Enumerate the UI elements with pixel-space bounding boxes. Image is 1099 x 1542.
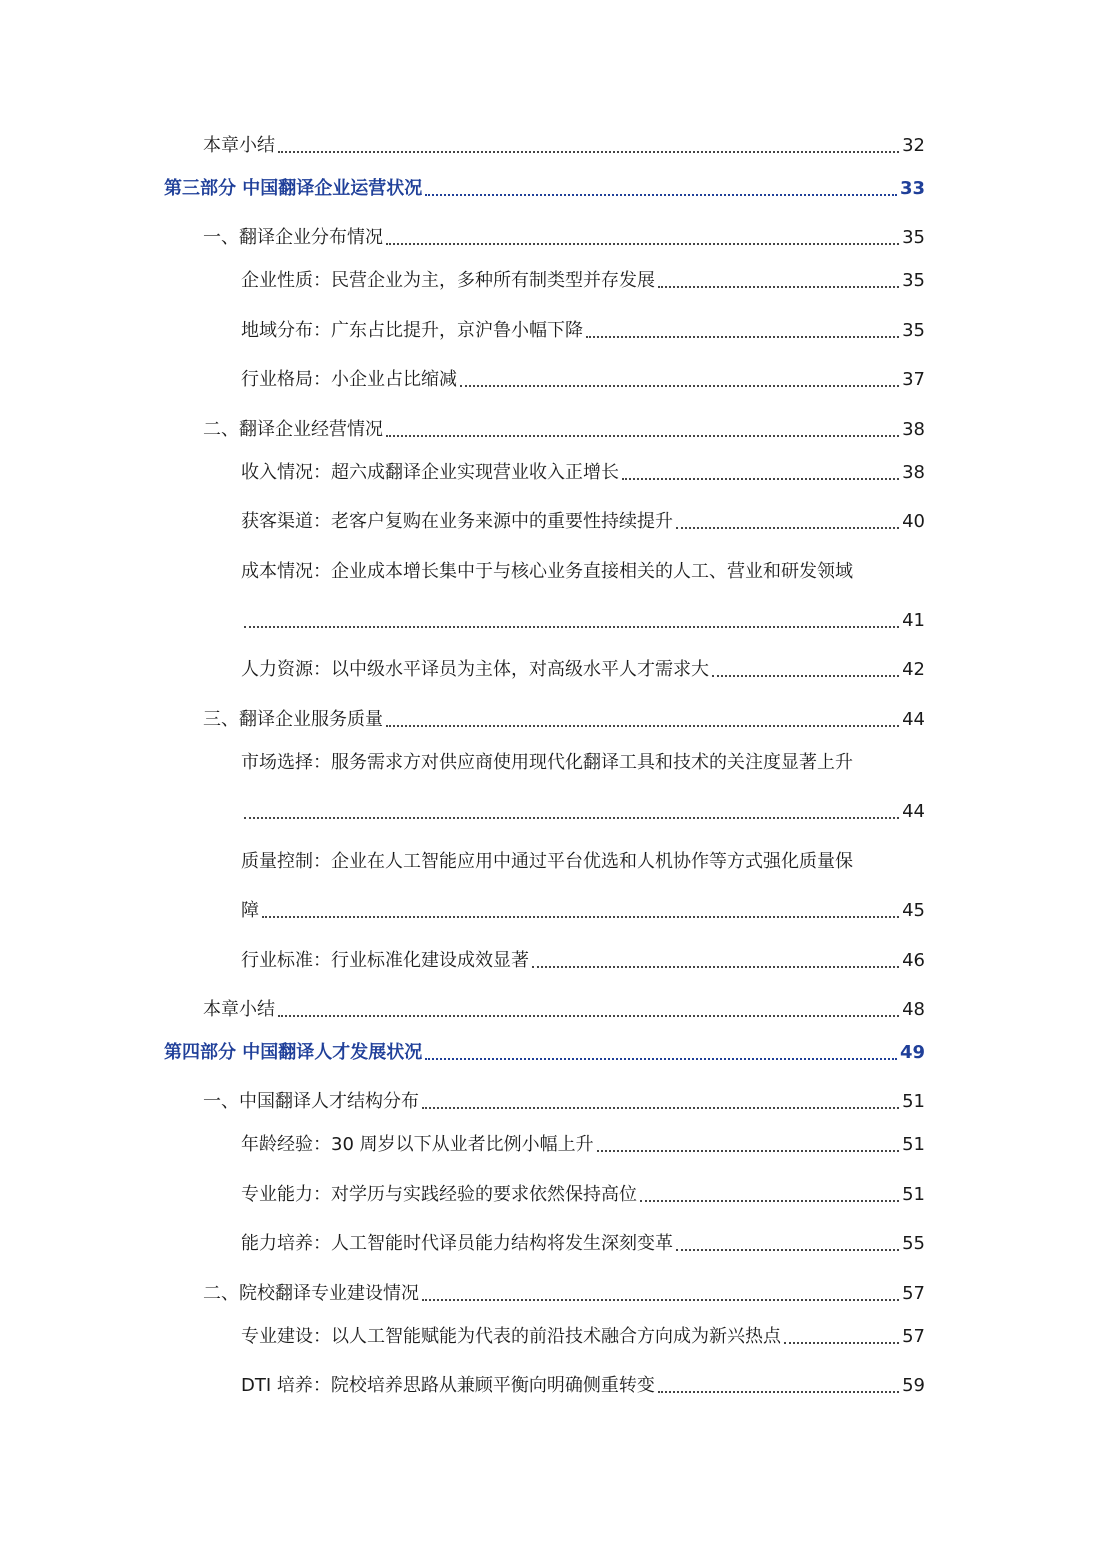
toc-entry-page: 40 bbox=[902, 511, 925, 532]
toc-entry-page: 49 bbox=[899, 1042, 925, 1063]
toc-entry-page: 51 bbox=[902, 1184, 925, 1205]
dot-leader bbox=[425, 1058, 897, 1060]
toc-section[interactable] bbox=[203, 1282, 925, 1306]
toc-subsection[interactable] bbox=[241, 269, 925, 293]
toc-subsection[interactable] bbox=[241, 949, 925, 973]
toc-subsection[interactable] bbox=[241, 1183, 925, 1207]
toc-section[interactable] bbox=[203, 708, 925, 732]
toc-subsection[interactable] bbox=[241, 658, 925, 682]
toc-entry-page: 57 bbox=[902, 1283, 925, 1304]
dot-leader bbox=[244, 817, 899, 819]
toc-entry-label: 获客渠道：老客户复购在业务来源中的重要性持续提升 bbox=[241, 511, 673, 532]
toc-entry-label: 人力资源：以中级水平译员为主体，对高级水平人才需求大 bbox=[241, 659, 709, 680]
toc-entry-label: 本章小结 bbox=[203, 135, 275, 156]
toc-entry-label: 行业标准：行业标准化建设成效显著 bbox=[241, 950, 529, 971]
toc-subsection-first-line[interactable]: 成本情况：企业成本增长集中于与核心业务直接相关的人工、营业和研发领域 bbox=[241, 561, 853, 582]
dot-leader bbox=[425, 194, 897, 196]
toc-subsection[interactable] bbox=[241, 1232, 925, 1256]
toc-entry-page: 57 bbox=[902, 1326, 925, 1347]
toc-part-heading[interactable] bbox=[164, 177, 925, 201]
toc-entry-label: 障 bbox=[241, 900, 259, 921]
dot-leader bbox=[658, 286, 899, 288]
toc-entry-summary[interactable] bbox=[203, 998, 925, 1022]
dot-leader bbox=[676, 527, 899, 529]
toc-subsection[interactable] bbox=[241, 510, 925, 534]
toc-entry-page: 45 bbox=[902, 900, 925, 921]
dot-leader bbox=[262, 916, 899, 918]
toc-entry-page: 42 bbox=[902, 659, 925, 680]
toc-entry-label: 地域分布：广东占比提升，京沪鲁小幅下降 bbox=[241, 320, 583, 341]
dot-leader bbox=[460, 385, 899, 387]
dot-leader bbox=[676, 1249, 899, 1251]
dot-leader bbox=[586, 336, 899, 338]
toc-entry-page: 41 bbox=[902, 610, 925, 631]
toc-subsection[interactable] bbox=[241, 319, 925, 343]
toc-subsection[interactable] bbox=[241, 461, 925, 485]
toc-entry-page: 51 bbox=[902, 1091, 925, 1112]
toc-entry-page: 46 bbox=[902, 950, 925, 971]
toc-entry-label: 年龄经验：30 周岁以下从业者比例小幅上升 bbox=[241, 1134, 594, 1155]
toc-entry-label: DTI 培养：院校培养思路从兼顾平衡向明确侧重转变 bbox=[241, 1375, 655, 1396]
toc-entry-page: 32 bbox=[902, 135, 925, 156]
toc-entry-label: 专业建设：以人工智能赋能为代表的前沿技术融合方向成为新兴热点 bbox=[241, 1326, 781, 1347]
dot-leader bbox=[422, 1299, 899, 1301]
dot-leader bbox=[784, 1342, 899, 1344]
dot-leader bbox=[622, 478, 899, 480]
toc-entry-page: 55 bbox=[902, 1233, 925, 1254]
toc-section[interactable] bbox=[203, 226, 925, 250]
toc-entry-label: 收入情况：超六成翻译企业实现营业收入正增长 bbox=[241, 462, 619, 483]
dot-leader bbox=[278, 1015, 899, 1017]
dot-leader bbox=[386, 725, 899, 727]
toc-entry-page: 35 bbox=[902, 320, 925, 341]
dot-leader bbox=[422, 1107, 899, 1109]
toc-entry-page: 59 bbox=[902, 1375, 925, 1396]
toc-subsection-first-line[interactable]: 市场选择：服务需求方对供应商使用现代化翻译工具和技术的关注度显著上升 bbox=[241, 752, 853, 773]
toc-entry-page: 38 bbox=[902, 462, 925, 483]
toc-entry-page: 35 bbox=[902, 270, 925, 291]
toc-entry-page: 33 bbox=[899, 178, 925, 199]
toc-entry-label: 一、翻译企业分布情况 bbox=[203, 227, 383, 248]
dot-leader bbox=[532, 966, 899, 968]
dot-leader bbox=[386, 243, 899, 245]
toc-subsection[interactable] bbox=[241, 1374, 925, 1398]
toc-entry-label: 本章小结 bbox=[203, 999, 275, 1020]
toc-entry-label: 能力培养：人工智能时代译员能力结构将发生深刻变革 bbox=[241, 1233, 673, 1254]
toc-entry-page: 51 bbox=[902, 1134, 925, 1155]
toc-entry-page: 38 bbox=[902, 419, 925, 440]
dot-leader bbox=[658, 1391, 899, 1393]
toc-entry-page: 37 bbox=[902, 369, 925, 390]
toc-subsection[interactable] bbox=[241, 1325, 925, 1349]
dot-leader bbox=[712, 675, 899, 677]
toc-entry-label: 第四部分 中国翻译人才发展状况 bbox=[164, 1042, 423, 1063]
toc-entry-page: 44 bbox=[902, 801, 925, 822]
toc-entry-label: 第三部分 中国翻译企业运营状况 bbox=[164, 178, 423, 199]
toc-entry-label: 企业性质：民营企业为主，多种所有制类型并存发展 bbox=[241, 270, 655, 291]
toc-entry-page: 35 bbox=[902, 227, 925, 248]
toc-entry-summary[interactable] bbox=[203, 134, 925, 158]
dot-leader bbox=[278, 151, 899, 153]
toc-entry-page: 44 bbox=[902, 709, 925, 730]
toc-subsection-first-line[interactable]: 质量控制：企业在人工智能应用中通过平台优选和人机协作等方式强化质量保 bbox=[241, 851, 853, 872]
dot-leader bbox=[640, 1200, 899, 1202]
toc-part-heading[interactable] bbox=[164, 1041, 925, 1065]
toc-section[interactable] bbox=[203, 1090, 925, 1114]
toc-subsection[interactable] bbox=[241, 800, 925, 824]
toc-section[interactable] bbox=[203, 418, 925, 442]
toc-entry-label: 行业格局：小企业占比缩减 bbox=[241, 369, 457, 390]
toc-entry-label: 专业能力：对学历与实践经验的要求依然保持高位 bbox=[241, 1184, 637, 1205]
toc-entry-label: 二、翻译企业经营情况 bbox=[203, 419, 383, 440]
dot-leader bbox=[597, 1150, 899, 1152]
toc-subsection[interactable] bbox=[241, 899, 925, 923]
dot-leader bbox=[244, 626, 899, 628]
toc-entry-label: 二、院校翻译专业建设情况 bbox=[203, 1283, 419, 1304]
toc-entry-label: 一、中国翻译人才结构分布 bbox=[203, 1091, 419, 1112]
toc-subsection[interactable] bbox=[241, 1133, 925, 1157]
toc-entry-page: 48 bbox=[902, 999, 925, 1020]
dot-leader bbox=[386, 435, 899, 437]
toc-entry-label: 三、翻译企业服务质量 bbox=[203, 709, 383, 730]
toc-subsection[interactable] bbox=[241, 609, 925, 633]
toc-subsection[interactable] bbox=[241, 368, 925, 392]
